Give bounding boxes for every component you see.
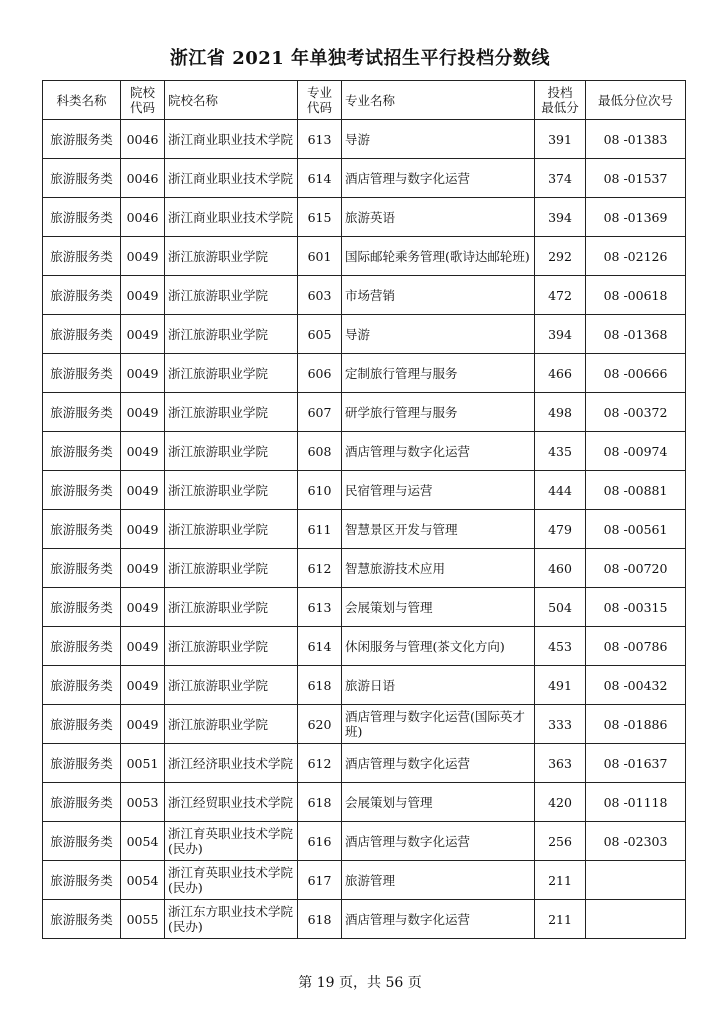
cell-major-name: 酒店管理与数字化运营	[342, 432, 535, 471]
header-category: 科类名称	[43, 81, 121, 120]
cell-school-code: 0049	[121, 705, 165, 744]
table-row	[43, 315, 686, 354]
cell-school-code: 0049	[121, 276, 165, 315]
cell-major-code: 618	[298, 666, 342, 705]
header-min-rank: 最低分位次号	[586, 81, 686, 120]
table-row	[43, 861, 686, 900]
table-row	[43, 783, 686, 822]
cell-major-code: 613	[298, 588, 342, 627]
cell-category: 旅游服务类	[43, 627, 121, 666]
cell-min-score: 211	[535, 861, 586, 900]
cell-category: 旅游服务类	[43, 354, 121, 393]
cell-min-rank	[586, 861, 686, 900]
page-title: 浙江省 2021 年单独考试招生平行投档分数线	[169, 48, 551, 69]
cell-category: 旅游服务类	[43, 900, 121, 939]
header-school-code-text: 院校 代码	[129, 85, 155, 115]
cell-min-rank: 08 -00720	[586, 549, 686, 588]
cell-major-name: 导游	[342, 315, 535, 354]
cell-major-name: 导游	[342, 120, 535, 159]
table-body	[43, 120, 686, 939]
cell-category: 旅游服务类	[43, 744, 121, 783]
header-min-score	[535, 81, 586, 120]
cell-school-code: 0054	[121, 861, 165, 900]
cell-major-code: 608	[298, 432, 342, 471]
cell-school-name: 浙江旅游职业学院	[165, 627, 298, 666]
cell-major-name: 研学旅行管理与服务	[342, 393, 535, 432]
header-school-code	[121, 81, 165, 120]
cell-min-score: 472	[535, 276, 586, 315]
table-row	[43, 588, 686, 627]
cell-school-name: 浙江经贸职业技术学院	[165, 783, 298, 822]
cell-min-rank: 08 -00618	[586, 276, 686, 315]
cell-min-rank: 08 -00666	[586, 354, 686, 393]
cell-school-code: 0049	[121, 354, 165, 393]
cell-major-name: 酒店管理与数字化运营	[342, 822, 535, 861]
cell-category: 旅游服务类	[43, 705, 121, 744]
cell-school-code: 0049	[121, 315, 165, 354]
table-row	[43, 510, 686, 549]
cell-school-name: 浙江东方职业技术学院(民办)	[165, 900, 298, 939]
table-row	[43, 159, 686, 198]
cell-school-name: 浙江旅游职业学院	[165, 705, 298, 744]
cell-major-name: 旅游日语	[342, 666, 535, 705]
cell-min-rank: 08 -01886	[586, 705, 686, 744]
cell-major-name: 定制旅行管理与服务	[342, 354, 535, 393]
cell-major-code: 612	[298, 744, 342, 783]
table-row	[43, 666, 686, 705]
cell-school-code: 0049	[121, 471, 165, 510]
cell-major-code: 614	[298, 627, 342, 666]
cell-min-score: 479	[535, 510, 586, 549]
cell-min-rank: 08 -00881	[586, 471, 686, 510]
cell-major-name: 智慧旅游技术应用	[342, 549, 535, 588]
cell-min-score: 491	[535, 666, 586, 705]
cell-min-rank: 08 -00561	[586, 510, 686, 549]
cell-major-code: 612	[298, 549, 342, 588]
cell-school-code: 0046	[121, 159, 165, 198]
table-row	[43, 237, 686, 276]
cell-min-score: 460	[535, 549, 586, 588]
cell-major-name: 会展策划与管理	[342, 783, 535, 822]
cell-min-rank: 08 -01368	[586, 315, 686, 354]
cell-school-code: 0049	[121, 666, 165, 705]
cell-min-rank: 08 -00315	[586, 588, 686, 627]
cell-major-code: 618	[298, 783, 342, 822]
cell-min-rank: 08 -01369	[586, 198, 686, 237]
cell-min-score: 504	[535, 588, 586, 627]
cell-school-name: 浙江育英职业技术学院(民办)	[165, 861, 298, 900]
table-row	[43, 276, 686, 315]
table-row	[43, 354, 686, 393]
cell-major-code: 620	[298, 705, 342, 744]
cell-category: 旅游服务类	[43, 198, 121, 237]
cell-min-rank: 08 -01118	[586, 783, 686, 822]
cell-school-code: 0049	[121, 510, 165, 549]
table-row	[43, 198, 686, 237]
cell-min-score: 363	[535, 744, 586, 783]
cell-school-code: 0049	[121, 393, 165, 432]
table-row	[43, 393, 686, 432]
cell-category: 旅游服务类	[43, 120, 121, 159]
cell-major-code: 603	[298, 276, 342, 315]
table-row	[43, 627, 686, 666]
cell-school-code: 0046	[121, 198, 165, 237]
cell-major-name: 会展策划与管理	[342, 588, 535, 627]
cell-min-score: 374	[535, 159, 586, 198]
cell-major-code: 607	[298, 393, 342, 432]
cell-min-rank: 08 -01637	[586, 744, 686, 783]
cell-school-code: 0049	[121, 237, 165, 276]
cell-min-rank: 08 -01537	[586, 159, 686, 198]
table-header-row	[43, 81, 686, 120]
cell-major-name: 国际邮轮乘务管理(歌诗达邮轮班)	[342, 237, 535, 276]
cell-school-code: 0049	[121, 432, 165, 471]
cell-school-name: 浙江旅游职业学院	[165, 666, 298, 705]
cell-school-name: 浙江旅游职业学院	[165, 432, 298, 471]
cell-major-code: 606	[298, 354, 342, 393]
cell-school-name: 浙江旅游职业学院	[165, 588, 298, 627]
cell-major-name: 休闲服务与管理(茶文化方向)	[342, 627, 535, 666]
table-row	[43, 120, 686, 159]
cell-school-name: 浙江商业职业技术学院	[165, 159, 298, 198]
cell-category: 旅游服务类	[43, 510, 121, 549]
cell-min-score: 394	[535, 198, 586, 237]
cell-category: 旅游服务类	[43, 393, 121, 432]
cell-school-code: 0051	[121, 744, 165, 783]
cell-major-name: 酒店管理与数字化运营	[342, 744, 535, 783]
score-table	[42, 80, 686, 939]
cell-school-name: 浙江旅游职业学院	[165, 393, 298, 432]
cell-school-name: 浙江育英职业技术学院(民办)	[165, 822, 298, 861]
cell-min-score: 444	[535, 471, 586, 510]
cell-min-rank: 08 -00372	[586, 393, 686, 432]
table-row	[43, 900, 686, 939]
cell-major-name: 市场营销	[342, 276, 535, 315]
cell-school-name: 浙江旅游职业学院	[165, 510, 298, 549]
cell-min-score: 453	[535, 627, 586, 666]
cell-major-code: 617	[298, 861, 342, 900]
table-row	[43, 822, 686, 861]
cell-school-code: 0046	[121, 120, 165, 159]
cell-major-code: 614	[298, 159, 342, 198]
cell-major-code: 616	[298, 822, 342, 861]
header-min-score-text: 投档 最低分	[541, 85, 579, 115]
cell-school-code: 0049	[121, 549, 165, 588]
cell-school-name: 浙江旅游职业学院	[165, 315, 298, 354]
cell-school-code: 0049	[121, 588, 165, 627]
header-major-code	[298, 81, 342, 120]
cell-category: 旅游服务类	[43, 432, 121, 471]
cell-major-name: 智慧景区开发与管理	[342, 510, 535, 549]
cell-major-code: 610	[298, 471, 342, 510]
cell-category: 旅游服务类	[43, 588, 121, 627]
cell-major-code: 613	[298, 120, 342, 159]
cell-min-score: 498	[535, 393, 586, 432]
cell-min-rank: 08 -02126	[586, 237, 686, 276]
table-row	[43, 549, 686, 588]
cell-major-code: 601	[298, 237, 342, 276]
cell-school-code: 0053	[121, 783, 165, 822]
cell-min-score: 292	[535, 237, 586, 276]
table-row	[43, 705, 686, 744]
header-major-name: 专业名称	[342, 81, 535, 120]
table-row	[43, 432, 686, 471]
cell-category: 旅游服务类	[43, 276, 121, 315]
page-footer: 第 19 页，共 56 页	[298, 975, 422, 991]
cell-school-code: 0055	[121, 900, 165, 939]
cell-min-rank: 08 -02303	[586, 822, 686, 861]
cell-category: 旅游服务类	[43, 783, 121, 822]
cell-category: 旅游服务类	[43, 237, 121, 276]
cell-min-score: 420	[535, 783, 586, 822]
cell-school-name: 浙江经济职业技术学院	[165, 744, 298, 783]
cell-major-code: 611	[298, 510, 342, 549]
cell-major-name: 酒店管理与数字化运营(国际英才班)	[342, 705, 535, 744]
cell-school-name: 浙江旅游职业学院	[165, 237, 298, 276]
cell-major-code: 618	[298, 900, 342, 939]
cell-category: 旅游服务类	[43, 861, 121, 900]
cell-school-name: 浙江商业职业技术学院	[165, 198, 298, 237]
cell-category: 旅游服务类	[43, 822, 121, 861]
cell-min-score: 394	[535, 315, 586, 354]
header-school-name: 院校名称	[165, 81, 298, 120]
cell-school-code: 0049	[121, 627, 165, 666]
cell-min-rank: 08 -00432	[586, 666, 686, 705]
table-row	[43, 744, 686, 783]
cell-major-name: 酒店管理与数字化运营	[342, 159, 535, 198]
cell-min-rank: 08 -01383	[586, 120, 686, 159]
cell-min-score: 435	[535, 432, 586, 471]
cell-major-name: 旅游管理	[342, 861, 535, 900]
cell-school-name: 浙江旅游职业学院	[165, 549, 298, 588]
cell-category: 旅游服务类	[43, 315, 121, 354]
cell-min-score: 333	[535, 705, 586, 744]
cell-school-code: 0054	[121, 822, 165, 861]
header-major-code-text: 专业 代码	[306, 85, 332, 115]
cell-major-name: 酒店管理与数字化运营	[342, 900, 535, 939]
cell-major-code: 605	[298, 315, 342, 354]
cell-major-code: 615	[298, 198, 342, 237]
cell-category: 旅游服务类	[43, 471, 121, 510]
cell-min-score: 211	[535, 900, 586, 939]
cell-min-score: 466	[535, 354, 586, 393]
cell-major-name: 旅游英语	[342, 198, 535, 237]
cell-category: 旅游服务类	[43, 666, 121, 705]
cell-school-name: 浙江旅游职业学院	[165, 471, 298, 510]
cell-min-rank: 08 -00974	[586, 432, 686, 471]
cell-min-rank: 08 -00786	[586, 627, 686, 666]
table-row	[43, 471, 686, 510]
cell-min-score: 391	[535, 120, 586, 159]
cell-category: 旅游服务类	[43, 549, 121, 588]
cell-min-score: 256	[535, 822, 586, 861]
cell-school-name: 浙江商业职业技术学院	[165, 120, 298, 159]
cell-min-rank	[586, 900, 686, 939]
cell-major-name: 民宿管理与运营	[342, 471, 535, 510]
cell-category: 旅游服务类	[43, 159, 121, 198]
cell-school-name: 浙江旅游职业学院	[165, 276, 298, 315]
cell-school-name: 浙江旅游职业学院	[165, 354, 298, 393]
